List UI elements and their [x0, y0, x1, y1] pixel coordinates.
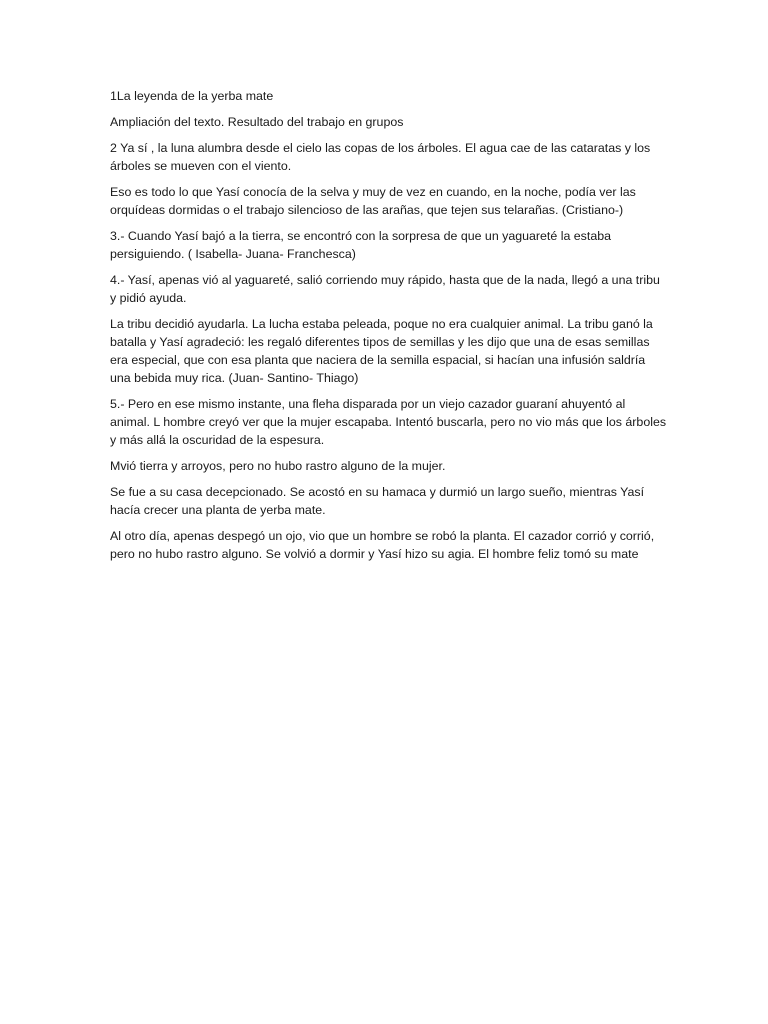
paragraph-6: La tribu decidió ayudarla. La lucha estaba peleada, poque no era cualquier animal. La tribu ganó la batalla y Yasí agradeció: les regaló diferentes tipos de semillas y les dijo que una de esas semillas era especial, que con esa planta que naciera de la semilla espacial, si hacían una infusión saldría una bebida muy rica. (Juan- Santino- Thiago) — [110, 317, 653, 385]
document-subtitle: Ampliación del texto. Resultado del trabajo en grupos — [110, 115, 404, 129]
paragraph-8: Mvió tierra y arroyos, pero no hubo rastro alguno de la mujer. — [110, 459, 446, 473]
paragraph-4: 3.- Cuando Yasí bajó a la tierra, se encontró con la sorpresa de que un yaguareté la estaba persiguiendo. ( Isabella- Juana- Franchesca) — [110, 229, 611, 261]
paragraph-2: 2 Ya sí , la luna alumbra desde el cielo las copas de los árboles. El agua cae de las cataratas y los árboles se mueven con el viento. — [110, 141, 651, 173]
document-title: 1La leyenda de la yerba mate — [110, 89, 274, 103]
paragraph-5: 4.- Yasí, apenas vió al yaguareté, salió corriendo muy rápido, hasta que de la nada, llegó a una tribu y pidió ayuda. — [110, 273, 660, 305]
paragraph-10: Al otro día, apenas despegó un ojo, vio que un hombre se robó la planta. El cazador corrió y corrió, pero no hubo rastro alguno. Se volvió a dormir y Yasí hizo su agia. El hombre feliz tomó su mate — [110, 529, 655, 561]
paragraph-7: 5.- Pero en ese mismo instante, una fleha disparada por un viejo cazador guaraní ahuyentó al animal. L hombre creyó ver que la mujer escapaba. Intentó buscarla, pero no vio más que los árboles y más allá la oscuridad de la espesura. — [110, 397, 667, 447]
paragraph-3: Eso es todo lo que Yasí conocía de la selva y muy de vez en cuando, en la noche, podía ver las orquídeas dormidas o el trabajo silencioso de las arañas, que tejen sus telarañas. (Cristiano-) — [110, 185, 636, 217]
paragraph-9: Se fue a su casa decepcionado. Se acostó en su hamaca y durmió un largo sueño, mientras Yasí hacía crecer una planta de yerba mate. — [110, 485, 645, 517]
